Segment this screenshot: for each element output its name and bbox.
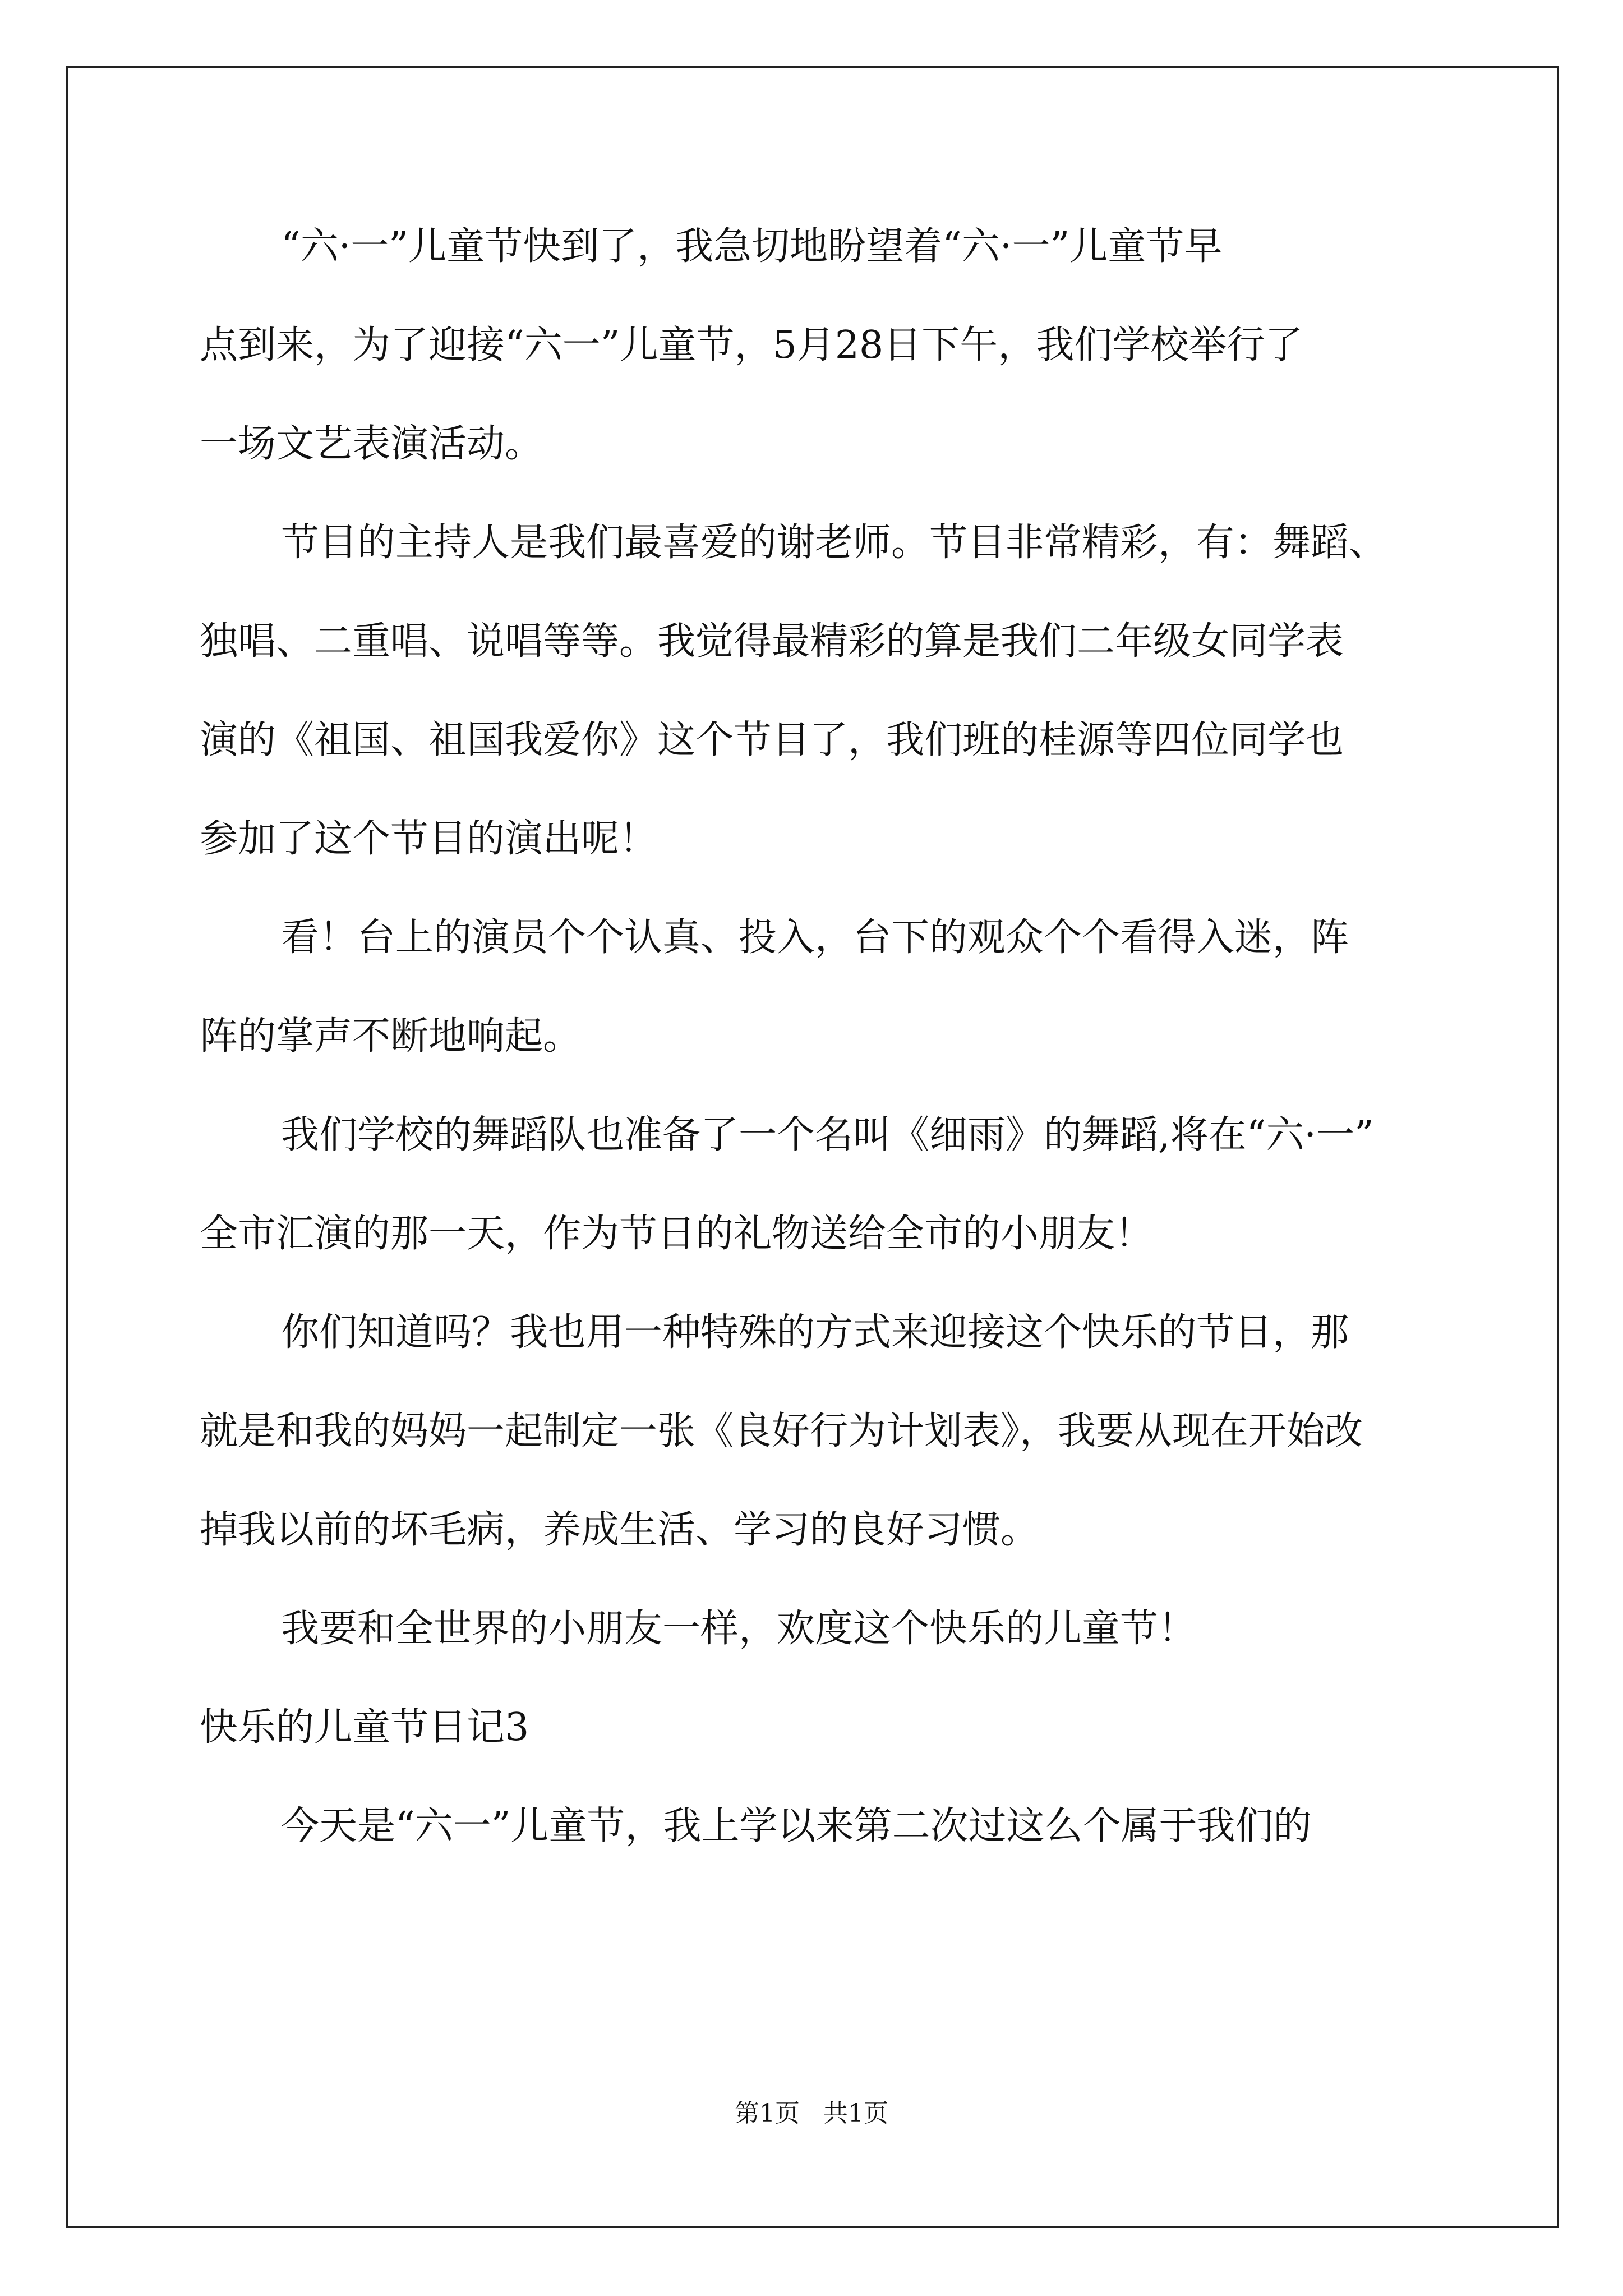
text-line: 参加了这个节目的演出呢！ <box>200 817 658 861</box>
text-line: 我们学校的舞蹈队也准备了一个名叫《细雨》的舞蹈,将在“六·一” <box>281 1113 1374 1157</box>
text-line: 掉我以前的坏毛病，养成生活、学习的良好习惯。 <box>200 1508 1039 1552</box>
text-line: 点到来，为了迎接“六一”儿童节，5月28日下午，我们学校举行了 <box>200 323 1303 367</box>
text-line: 看！台上的演员个个认真、投入，台下的观众个个看得入迷，阵 <box>281 915 1349 960</box>
text-line: 我要和全世界的小朋友一样，欢度这个快乐的儿童节！ <box>281 1607 1197 1651</box>
text-line: 独唱、二重唱、说唱等等。我觉得最精彩的算是我们二年级女同学表 <box>200 619 1344 664</box>
section-heading: 快乐的儿童节日记3 <box>200 1705 529 1750</box>
page-number-footer: 第1页 共1页 <box>735 2099 888 2128</box>
text-line: 全市汇演的那一天，作为节日的礼物送给全市的小朋友！ <box>200 1212 1154 1256</box>
text-line: “六·一”儿童节快到了，我急切地盼望着“六·一”儿童节早 <box>281 224 1223 269</box>
text-line: 就是和我的妈妈一起制定一张《良好行为计划表》，我要从现在开始改 <box>200 1409 1363 1453</box>
text-line: 演的《祖国、祖国我爱你》这个节目了，我们班的桂源等四位同学也 <box>200 718 1344 762</box>
text-line: 节目的主持人是我们最喜爱的谢老师。节目非常精彩，有：舞蹈、 <box>281 521 1387 565</box>
text-line: 你们知道吗？我也用一种特殊的方式来迎接这个快乐的节日，那 <box>281 1310 1349 1355</box>
text-line: 今天是“六一”儿童节，我上学以来第二次过这么个属于我们的 <box>281 1804 1312 1848</box>
text-line: 阵的掌声不断地响起。 <box>200 1014 582 1059</box>
text-line: 一场文艺表演活动。 <box>200 422 543 466</box>
